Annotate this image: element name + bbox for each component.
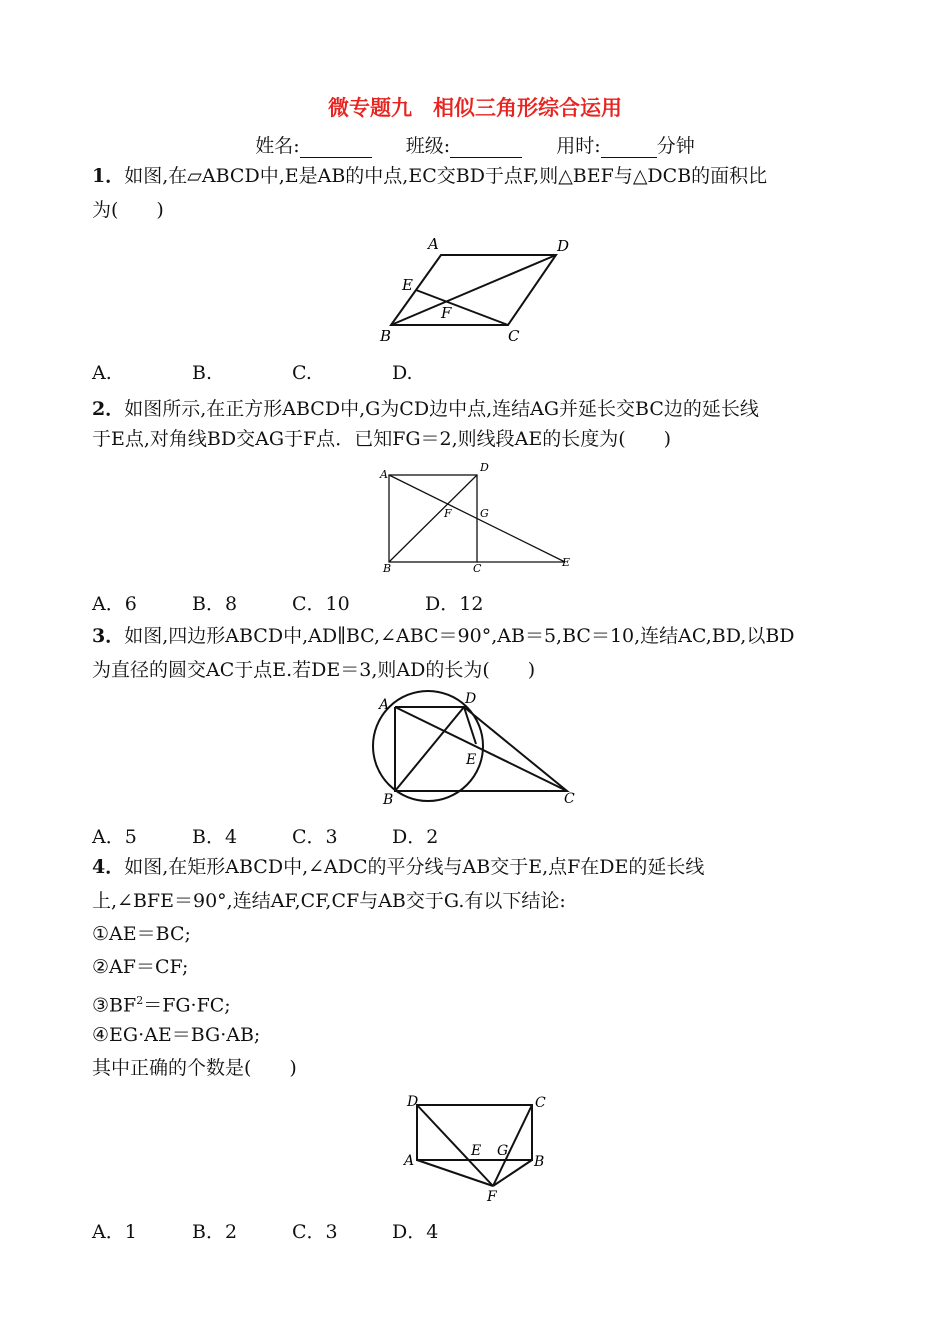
q2-label-e: E: [562, 556, 571, 569]
q3-label-c: C: [564, 791, 575, 807]
q4-figure-rectangle: [398, 1090, 556, 1206]
name-blank: [300, 137, 372, 158]
q2-stem: 如图所示,在正方形ABCD中,G为CD边中点,连结AG并延长交BC边的延长线: [124, 398, 759, 420]
q4-conclusion-3-sup: 2: [136, 994, 144, 1007]
q2-label-c: C: [473, 562, 482, 575]
q2-label-f: F: [444, 507, 452, 520]
q2-option-b[interactable]: B．8: [192, 593, 238, 615]
q4-label-c: C: [535, 1095, 546, 1111]
class-label: 班级:: [405, 135, 451, 157]
q3-label-d: D: [465, 691, 477, 707]
q4-text-line1: [92, 852, 862, 882]
q4-conclusion-2: ②AF＝CF;: [92, 956, 189, 978]
q1-label-b: B: [380, 327, 392, 345]
q2-text-line1: [92, 394, 862, 424]
q1-stem: 如图,在▱ABCD中,E是AB的中点,EC交BD于点F,则△BEF与△DCB的面积比: [124, 165, 768, 187]
q4-conclusion-1: ①AE＝BC;: [92, 923, 191, 945]
student-info-line: [0, 131, 950, 158]
q4-conclusion-3-rest: ＝FG·FC;: [143, 994, 231, 1017]
name-label: 姓名:: [255, 135, 300, 157]
q1-option-c[interactable]: C.: [292, 362, 312, 384]
q2-label-b: B: [383, 562, 392, 575]
q1-figure-parallelogram: [372, 234, 582, 346]
q3-label-a: A: [379, 697, 390, 713]
q2-option-d[interactable]: D．12: [425, 593, 484, 615]
q1-number: 1．: [92, 165, 125, 187]
q1-label-a: A: [428, 235, 439, 253]
q4-text-line2: 上,∠BFE＝90°,连结AF,CF,CF与AB交于G.有以下结论:: [92, 890, 566, 912]
q1-option-d[interactable]: D.: [392, 362, 413, 384]
q3-label-e: E: [466, 752, 477, 768]
q1-label-c: C: [508, 327, 520, 345]
q3-label-b: B: [383, 792, 394, 808]
q4-label-e: E: [471, 1143, 482, 1159]
q4-label-d: D: [407, 1094, 419, 1110]
q3-option-b[interactable]: B．4: [192, 826, 238, 848]
time-unit: 分钟: [656, 135, 695, 157]
q2-text-line2: 于E点,对角线BD交AG于F点．已知FG＝2,则线段AE的长度为( ): [92, 428, 672, 450]
q4-conclusion-3-base: ③BF: [92, 994, 137, 1017]
q2-figure-square: [374, 460, 576, 576]
q4-option-c[interactable]: C．3: [292, 1221, 338, 1243]
q2-option-c[interactable]: C．10: [292, 593, 350, 615]
q2-label-g: G: [480, 507, 489, 520]
page-title: 微专题九 相似三角形综合运用: [328, 96, 622, 120]
q3-option-c[interactable]: C．3: [292, 826, 338, 848]
q3-number: 3．: [92, 625, 125, 647]
q4-label-b: B: [534, 1154, 545, 1170]
q2-label-a: A: [380, 468, 388, 481]
q4-option-b[interactable]: B．2: [192, 1221, 238, 1243]
q3-option-d[interactable]: D．2: [392, 826, 439, 848]
time-label: 用时:: [556, 135, 601, 157]
q1-text-line1: [92, 161, 862, 191]
q3-option-a[interactable]: A．5: [92, 826, 137, 848]
q1-label-e: E: [402, 276, 413, 294]
q1-label-f: F: [441, 304, 452, 322]
q4-label-g: G: [497, 1143, 509, 1159]
q2-label-d: D: [480, 461, 489, 474]
q4-label-a: A: [404, 1153, 415, 1169]
q2-number: 2．: [92, 398, 125, 420]
class-blank: [450, 137, 522, 158]
q4-stem: 如图,在矩形ABCD中,∠ADC的平分线与AB交于E,点F在DE的延长线: [124, 856, 705, 878]
q1-text-line2: 为( ): [92, 199, 164, 221]
q1-option-a[interactable]: A.: [92, 362, 112, 384]
q2-option-a[interactable]: A．6: [92, 593, 137, 615]
q4-number: 4．: [92, 856, 125, 878]
q4-question: 其中正确的个数是( ): [92, 1057, 297, 1079]
q4-option-d[interactable]: D．4: [392, 1221, 439, 1243]
q3-figure-circle: [370, 688, 582, 810]
q4-conclusion-4: ④EG·AE＝BG·AB;: [92, 1024, 261, 1046]
q3-text-line1: [92, 621, 862, 651]
q4-option-a[interactable]: A．1: [92, 1221, 137, 1243]
q1-label-d: D: [557, 237, 570, 255]
q4-label-f: F: [487, 1189, 497, 1205]
q3-text-line2: 为直径的圆交AC于点E.若DE＝3,则AD的长为( ): [92, 659, 536, 681]
time-blank: [601, 137, 657, 158]
q4-conclusion-3: [92, 986, 862, 1020]
q1-option-b[interactable]: B.: [192, 362, 213, 384]
q3-stem: 如图,四边形ABCD中,AD∥BC,∠ABC＝90°,AB＝5,BC＝10,连结AC,BD,以BD: [124, 625, 795, 647]
